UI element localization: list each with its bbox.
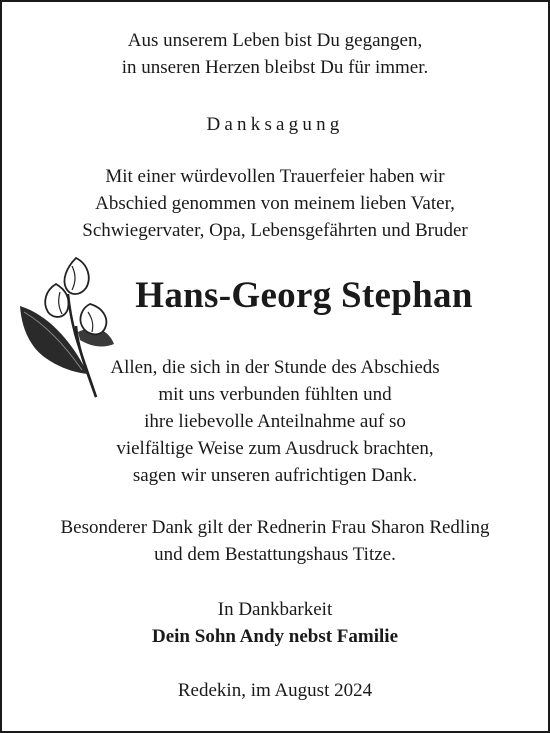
thanks-line: sagen wir unseren aufrichtigen Dank.	[132, 465, 418, 486]
special-thanks-line: und dem Bestattungshaus Titze.	[154, 544, 396, 565]
intro-line: Abschied genommen von meinem lieben Vater,	[95, 193, 455, 214]
heading: Danksagung	[206, 114, 344, 135]
verse-line: Aus unserem Leben bist Du gegangen,	[127, 30, 423, 51]
intro-line: Schwiegervater, Opa, Lebensgefährten und Bruder	[82, 220, 468, 241]
verse-line: in unseren Herzen bleibst Du für immer.	[121, 57, 429, 78]
deceased-name: Hans-Georg Stephan	[135, 275, 473, 316]
intro-line: Mit einer würdevollen Trauerfeier haben wir	[105, 166, 445, 187]
thanks-line: Allen, die sich in der Stunde des Abschieds	[110, 357, 440, 378]
thanks-line: ihre liebevolle Anteilnahme auf so	[144, 411, 406, 432]
thanks-line: mit uns verbunden fühlten und	[158, 384, 392, 405]
closing: In Dankbarkeit	[217, 599, 333, 620]
thanks-line: vielfältige Weise zum Ausdruck brachten,	[116, 438, 434, 459]
place-date: Redekin, im August 2024	[177, 680, 373, 701]
special-thanks-line: Besonderer Dank gilt der Rednerin Frau Sharon Redling	[60, 517, 490, 538]
signature: Dein Sohn Andy nebst Familie	[152, 626, 398, 647]
